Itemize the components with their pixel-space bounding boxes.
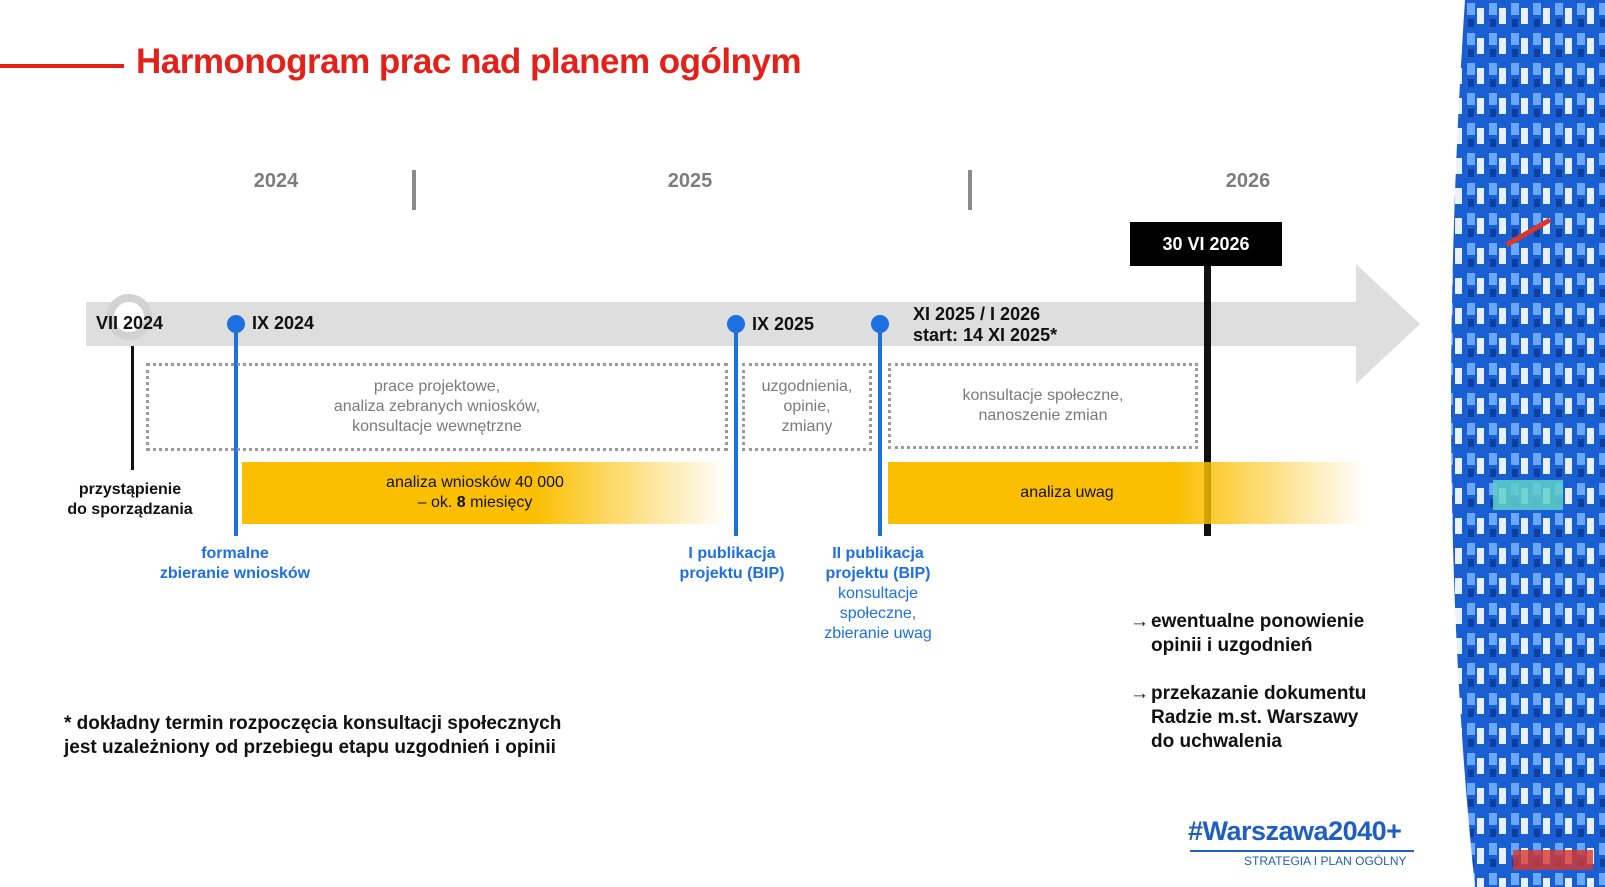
title-rule: [0, 64, 124, 68]
deadline-badge: 30 VI 2026: [1130, 222, 1282, 266]
milestone-vii-2024: VII 2024: [96, 313, 164, 333]
phase-box-consultations: konsultacje społeczne, nanoszenie zmian: [888, 363, 1198, 449]
footnote: * dokładny termin rozpoczęcia konsultacji społecznych jest uzależniony od przebiegu etapu uzgodnień i opinii: [64, 713, 562, 758]
year-2026: 2026: [1225, 170, 1271, 192]
xi-2025-dot: [871, 315, 889, 333]
year-separator: [412, 170, 416, 210]
timeline-arrowhead: [1356, 264, 1420, 384]
city-illustration: [1443, 0, 1605, 887]
bar-analiza-uwag: analiza uwag: [888, 462, 1366, 524]
ix-2025-line: [734, 324, 738, 536]
arrow-right-icon: →: [1130, 611, 1149, 632]
phase-box-agreements: uzgodnienia, opinie, zmiany: [742, 363, 872, 451]
milestone-ix-2025: IX 2025: [752, 314, 815, 334]
label-publikacja-2: II publikacja projektu (BIP) konsultacje społeczne, zbieranie uwag: [824, 545, 932, 642]
year-2024: 2024: [253, 170, 299, 192]
year-separator: [968, 170, 972, 210]
label-formalne-zbieranie: formalne zbieranie wniosków: [159, 545, 311, 582]
ix-2025-dot: [727, 315, 745, 333]
bar-duration: – ok. 8 miesięcy: [417, 494, 533, 511]
brand-logo: #Warszawa2040+: [1188, 816, 1402, 846]
brand-rule: [1190, 850, 1414, 852]
xi-2025-line: [878, 324, 882, 536]
milestone-xi-2025: XI 2025 / I 2026 start: 14 XI 2025*: [913, 304, 1058, 345]
milestone-ix-2024: IX 2024: [252, 313, 315, 333]
ix-2024-dot: [227, 315, 245, 333]
next-step-item: → przekazanie dokumentu Radzie m.st. Warszawy do uchwalenia: [1130, 683, 1367, 752]
brand-subtitle: STRATEGIA I PLAN OGÓLNY: [1244, 854, 1407, 868]
bar-analiza-wnioskow: analiza wniosków 40 000 – ok. 8 miesięcy: [242, 462, 728, 524]
next-step-item: → ewentualne ponowienie opinii i uzgodnień: [1130, 611, 1365, 656]
label-przystapienie: przystąpienie do sporządzania: [67, 481, 193, 518]
phase-box-design: prace projektowe, analiza zebranych wniosków, konsultacje wewnętrzne: [146, 363, 728, 451]
label-publikacja-1: I publikacja projektu (BIP): [679, 545, 785, 582]
page-title: Harmonogram prac nad planem ogólnym: [136, 42, 802, 81]
arrow-right-icon: →: [1130, 683, 1149, 704]
start-line: [131, 346, 134, 470]
year-2025: 2025: [667, 170, 713, 192]
